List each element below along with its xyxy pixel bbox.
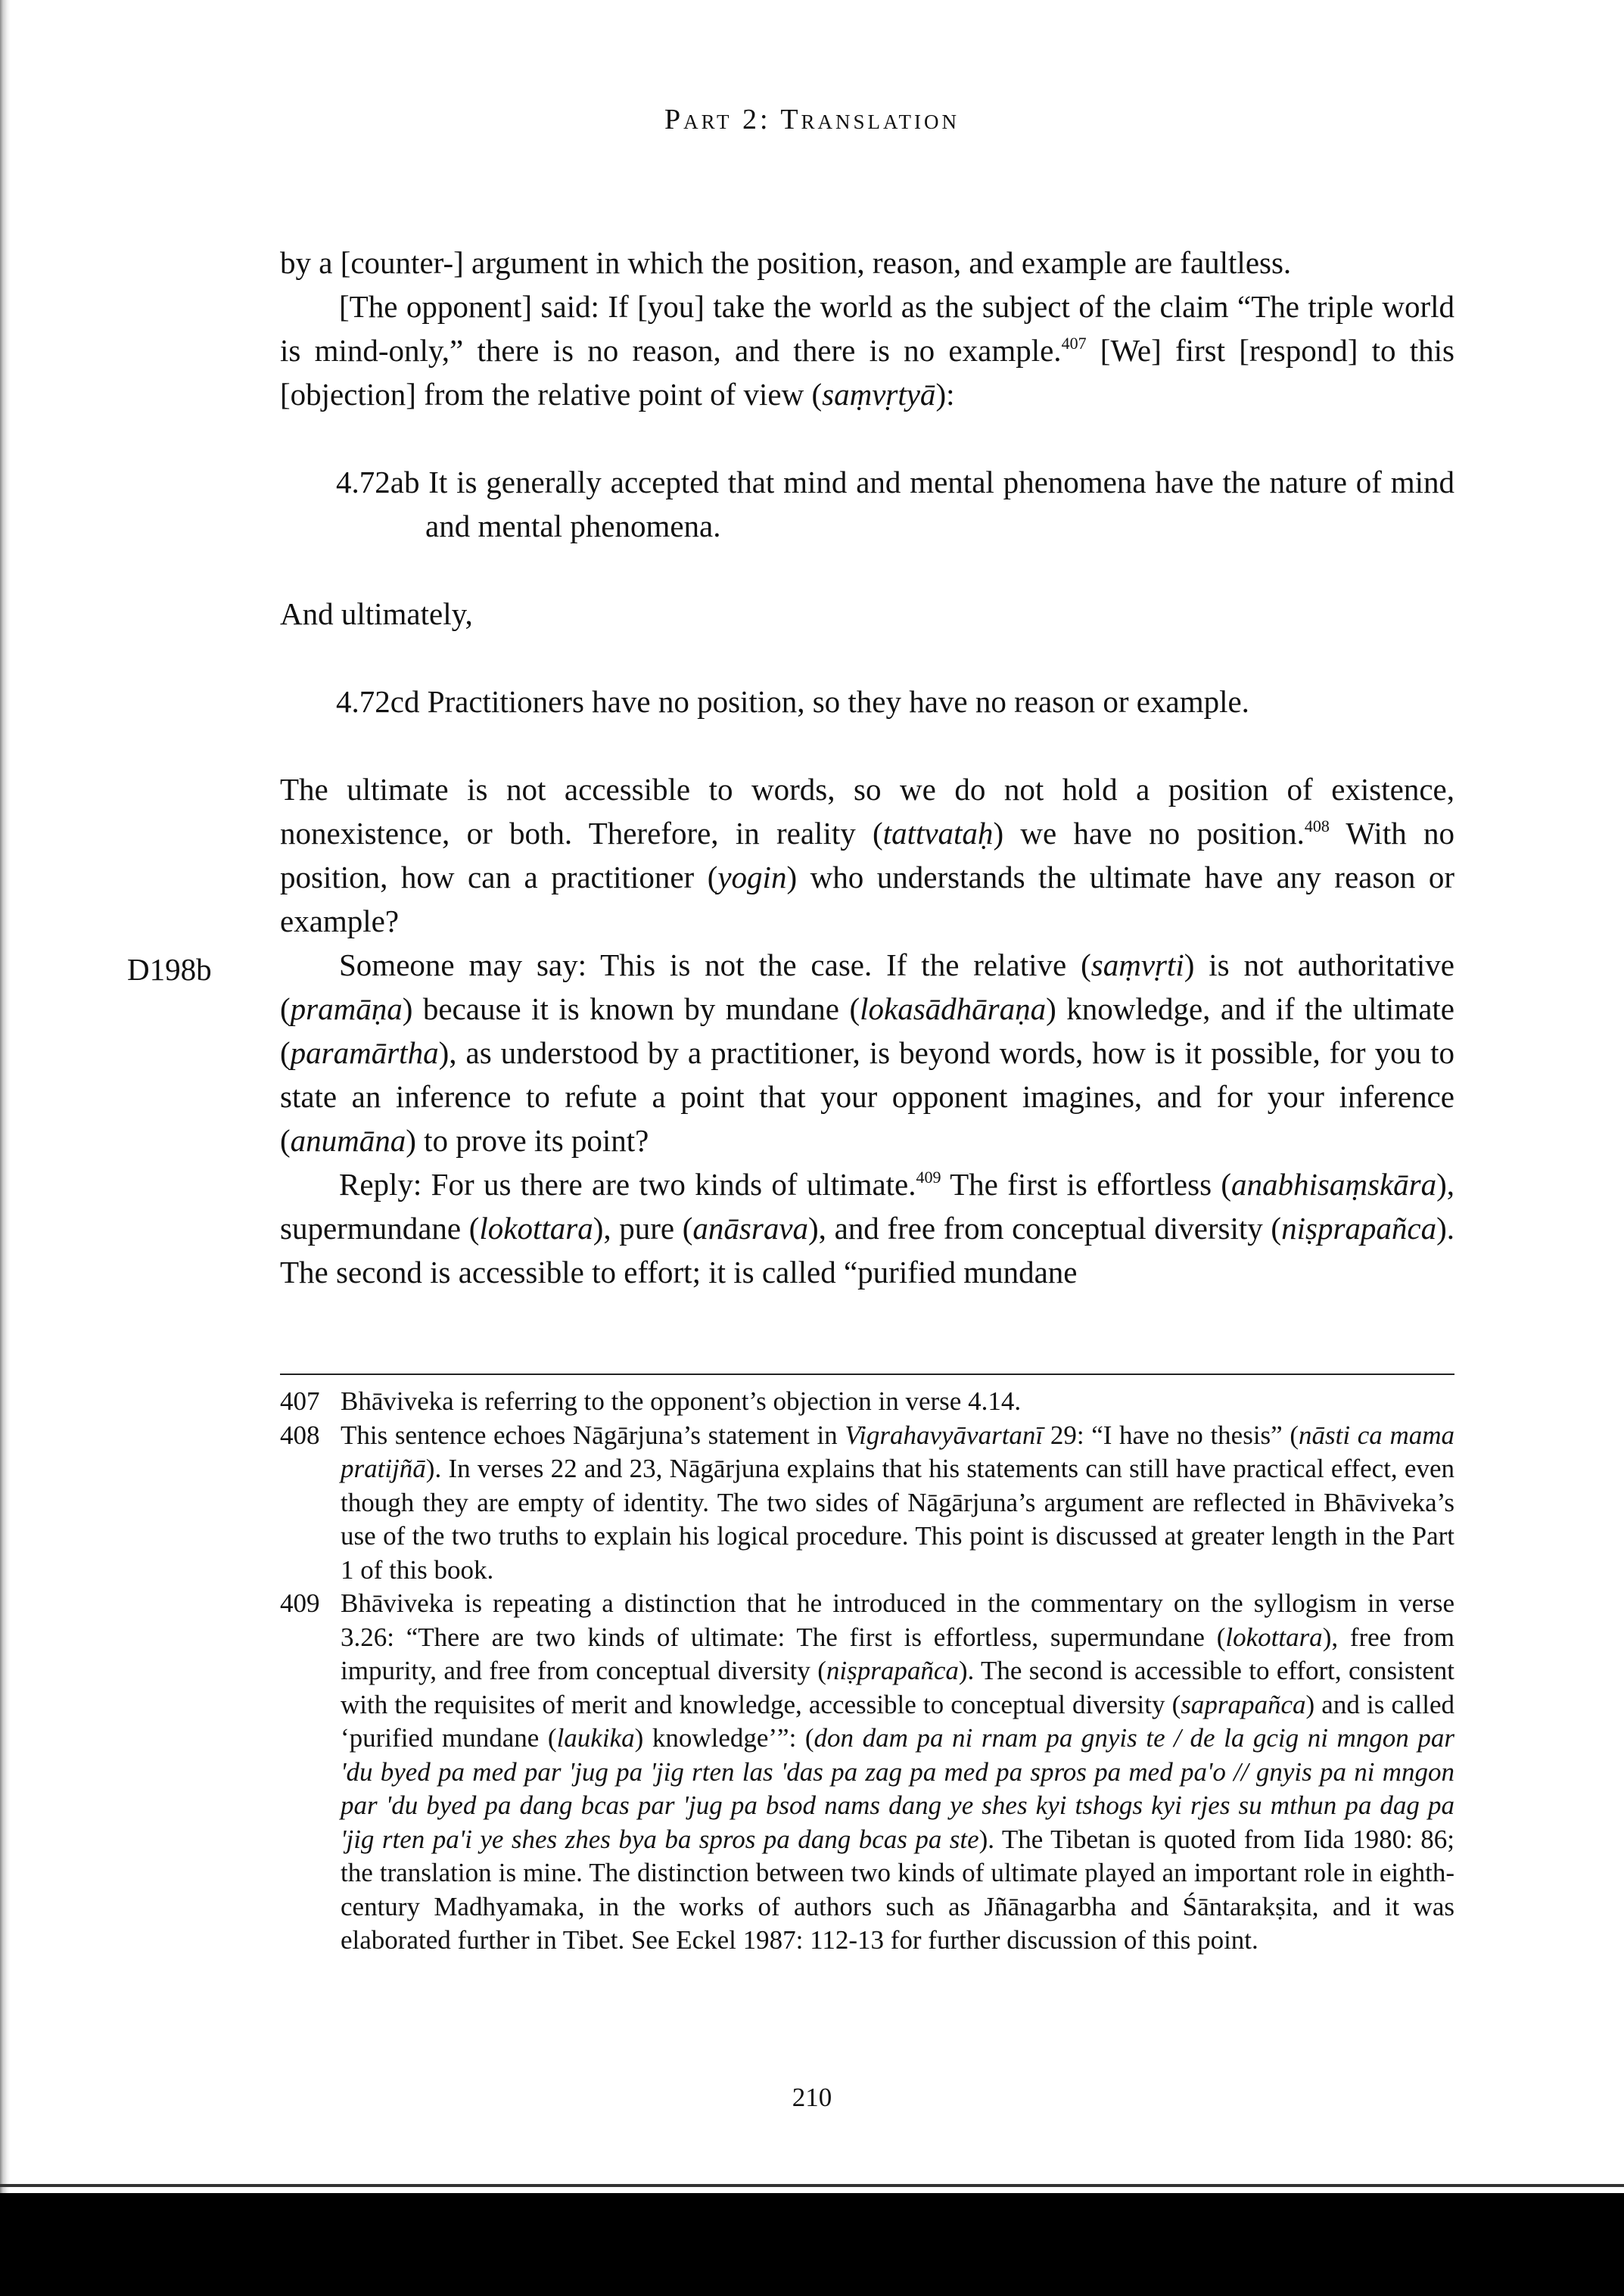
folio-reference: D198b (127, 952, 212, 987)
scan-edge-line (0, 2184, 1624, 2187)
footnote-ref-408: 408 (1304, 817, 1330, 835)
footnotes (280, 1385, 1454, 1958)
footnote-text: This sentence echoes Nāgārjuna’s statement in Vigrahavyāvartanī 29: “I have no thesis” (nāsti ca mama pratijñā). In verses 22 and 23, Nāgārjuna explains that his statements can still have practical effect, even though they are empty of identity. The two sides of Nāgārjuna’s argument are reflected in Bhāviveka’s use of the two truths to explain his logical procedure. This point is discussed at greater length in the Part 1 of this book. (341, 1420, 1454, 1585)
page-binding-edge (0, 0, 11, 2296)
paragraph-2: [The opponent] said: If [you] take the world as the subject of the claim “The triple world is mind-only,” there is no reason, and there is no example.$^{407}$ [We] first [respond] to this [objection] from the relative point of view (saṃvṛtyā): (280, 289, 1454, 412)
footnote-number: 407 (280, 1386, 320, 1416)
footnote-number: 409 (280, 1588, 320, 1618)
paragraph-4: The ultimate is not accessible to words, so we do not hold a position of existence, nonexistence, or both. Therefore, in reality (tattvataḥ) we have no position.$^{408}$ With no position, how can a practitioner (yogin) who understands the ultimate have any reason or example? (280, 772, 1454, 938)
footnote-407 (280, 1385, 1454, 1419)
footnote-ref-407: 407 (1061, 334, 1087, 353)
footnote-separator (280, 1374, 1454, 1375)
paragraph-1: by a [counter-] argument in which the position, reason, and example are faultless. (280, 245, 1292, 280)
footnote-409 (280, 1587, 1454, 1958)
paragraph-5: Someone may say: This is not the case. If the relative (saṃvṛti) is not authoritative (pramāṇa) because it is known by mundane (lokasādhāraṇa) knowledge, and if the ultimate (paramārtha), as understood by a practitioner, is beyond words, how is it possible, for you to state an inference to refute a point that your opponent imagines, and for your inference (anumāna) to prove its point? (280, 947, 1455, 1158)
footnote-ref-409: 409 (916, 1168, 941, 1187)
paragraph-3: And ultimately, (280, 596, 473, 631)
footnote-number: 408 (280, 1420, 320, 1450)
verse-4-72cd: 4.72cd Practitioners have no position, so they have no reason or example. (336, 684, 1249, 719)
running-head: Part 2: Translation (664, 104, 960, 135)
footnote-text: Bhāviveka is referring to the opponent’s objection in verse 4.14. (341, 1386, 1022, 1416)
main-text (280, 241, 1454, 1294)
verse-4-72ab: 4.72ab It is generally accepted that mind and mental phenomena have the nature of mind and mental phenomena. (336, 465, 1454, 543)
footnote-text: Bhāviveka is repeating a distinction that he introduced in the commentary on the syllogism in verse 3.26: “There are two kinds of ultimate: The first is effortless, supermundane (lokottara), free from impurity, and free from conceptual diversity (niṣprapañca). The second is accessible to effort, consistent with the requisites of merit and knowledge, accessible to conceptual diversity (saprapañca) and is called ‘purified mundane (laukika) knowledge’”: (don dam pa ni rnam pa gnyis te / de la gcig ni mngon par 'du byed pa med par 'jug pa 'jig rten las 'das pa zag pa med pa spros pa med pa'o // gnyis pa ni mngon par 'du byed pa dang bcas par 'jug pa bsod nams dang ye shes kyi tshogs kyi rjes su mthun pa dag pa 'jig rten pa'i ye shes zhes bya ba spros pa dang bcas pa ste). The Tibetan is quoted from Iida 1980: 86; the translation is mine. The distinction between two kinds of ultimate played an important role in eighth-century Madhyamaka, in the works of authors such as Jñānagarbha and Śāntarakṣita, and it was elaborated further in Tibet. See Eckel 1987: 112-13 for further discussion of this point. (341, 1588, 1455, 1955)
scan-bottom-border (0, 2193, 1624, 2296)
footnote-408 (280, 1419, 1454, 1588)
page-number: 210 (792, 2083, 832, 2112)
paragraph-6: Reply: For us there are two kinds of ultimate.$^{409}$ The first is effortless (anabhisaṃskāra), supermundane (lokottara), pure (anāsrava), and free from conceptual diversity (niṣprapañca). The second is accessible to effort; it is called “purified mundane (280, 1167, 1455, 1290)
